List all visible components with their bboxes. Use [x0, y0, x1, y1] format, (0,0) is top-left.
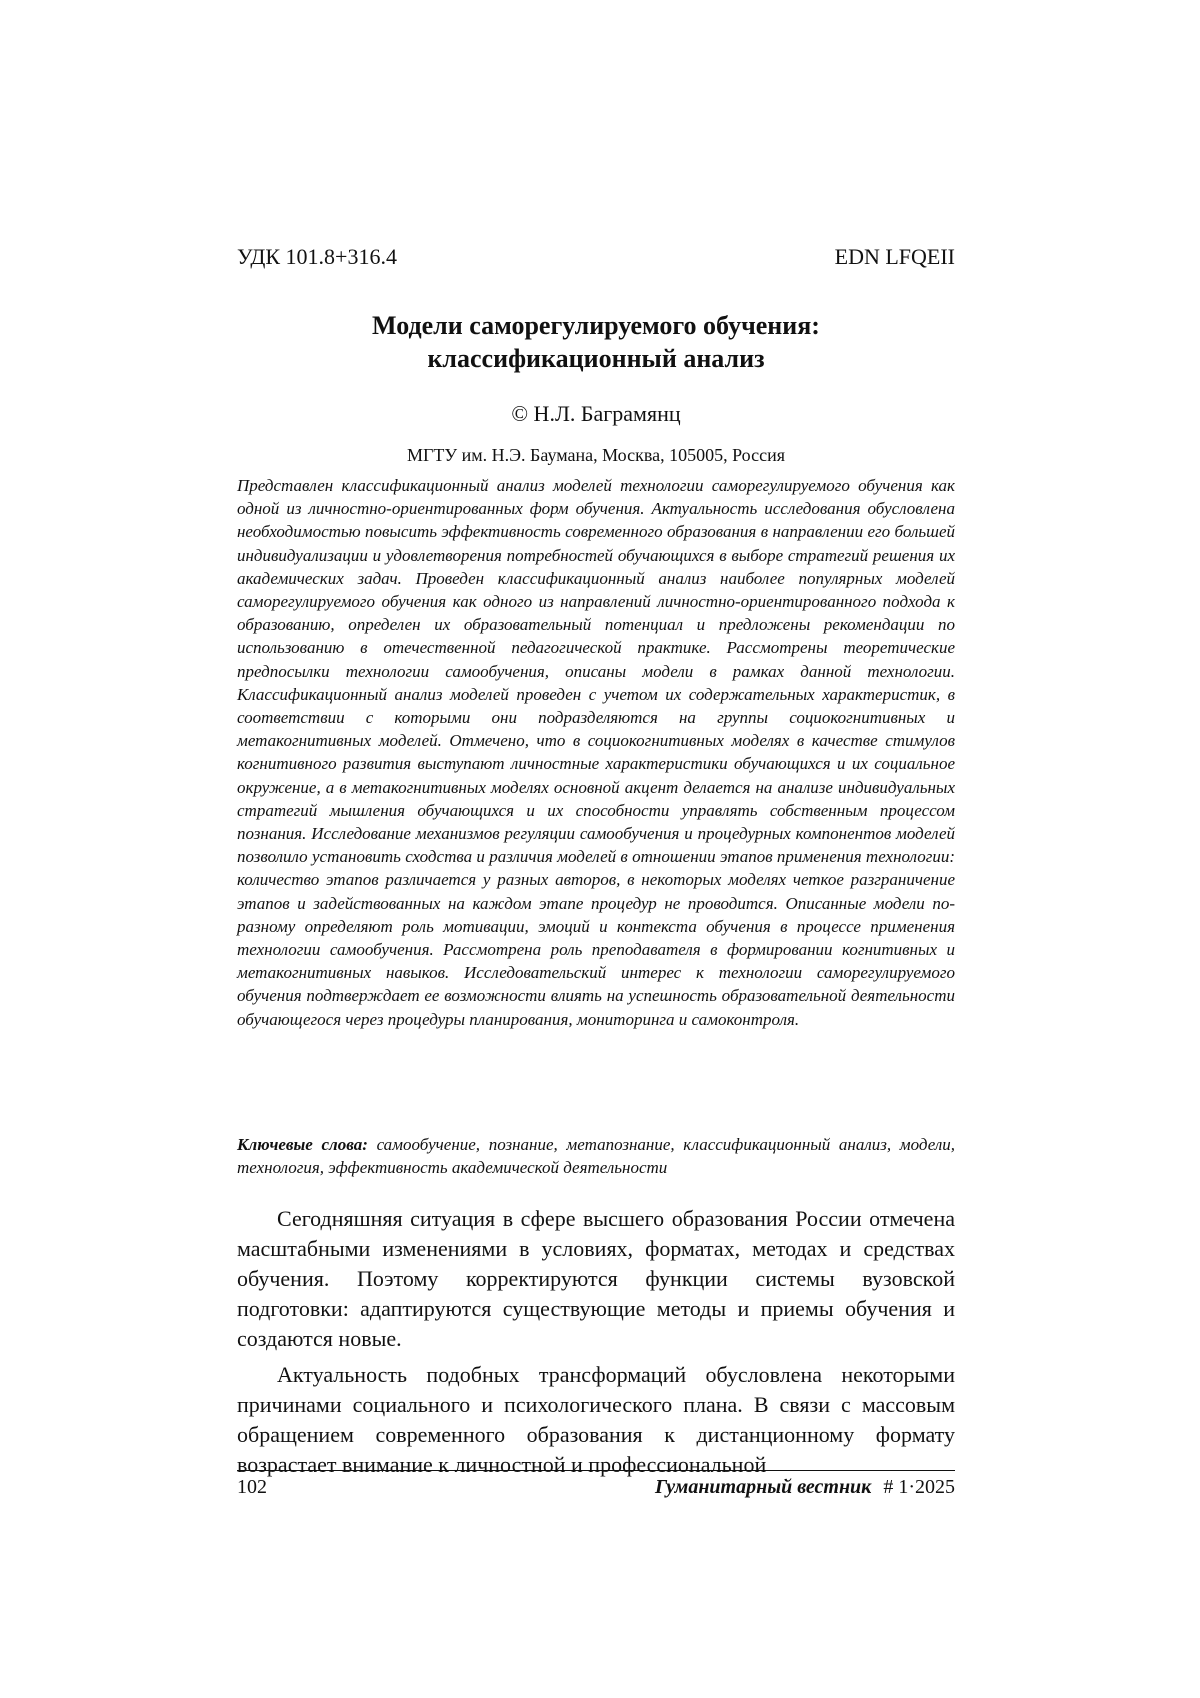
issue-number: # 1·2025 — [883, 1476, 955, 1498]
keywords — [237, 1133, 955, 1179]
body-paragraph-1: Сегодняшняя ситуация в сфере высшего образования России отмечена масштабными изменениями в условиях, форматах, методах и средствах обучения. Поэтому корректируются функции системы вузовской подготовки: адаптируются существующие методы и приемы обучения и создаются новые. — [237, 1206, 955, 1351]
title-line-1: Модели саморегулируемого обучения: — [372, 311, 820, 340]
keywords-text: самообучение, познание, метапознание, классификационный анализ, модели, технология, эффективность академической деятельности — [237, 1135, 955, 1177]
footer-divider — [237, 1470, 955, 1471]
edn-code: EDN LFQEII — [834, 244, 955, 269]
keywords-label: Ключевые слова: — [237, 1135, 368, 1154]
article-meta — [237, 244, 955, 278]
page-footer — [237, 1476, 955, 1506]
body-paragraph-2: Актуальность подобных трансформаций обусловлена некоторыми причинами социального и психологического плана. В связи с массовым обращением современного образования к дистанционному формату возрастает внимание к личностной и профессиональной — [237, 1362, 955, 1477]
page-number: 102 — [237, 1476, 267, 1498]
journal-name: Гуманитарный вестник — [655, 1476, 872, 1498]
journal-info — [655, 1476, 955, 1499]
article-title — [237, 309, 955, 375]
body-text — [237, 1204, 955, 1486]
affiliation: МГТУ им. Н.Э. Баумана, Москва, 105005, Россия — [407, 445, 785, 465]
author: © Н.Л. Баграмянц — [511, 401, 681, 426]
abstract: Представлен классификационный анализ моделей технологии саморегулируемого обучения как одной из личностно-ориентированных форм обучения. Актуальность исследования обусловлена необходимостью повысить эффективность современного образования в направлении его большей индивидуализации и удовлетворения потребностей обучающихся в выборе стратегий решения их академических задач. Проведен классификационный анализ наиболее популярных моделей саморегулируемого обучения как одного из направлений личностно-ориентированного подхода к образованию, определен их образовательный потенциал и предложены рекомендации по использованию в отечественной педагогической практике. Рассмотрены теоретические предпосылки технологии самообучения, описаны модели в рамках данной технологии. Классификационный анализ моделей проведен с учетом их содержательных характеристик, в соответствии с которыми они подразделяются на группы социокогнитивных и метакогнитивных моделей. Отмечено, что в социокогнитивных моделях в качестве стимулов когнитивного развития выступают личностные характеристики обучающихся и их социальное окружение, а в метакогнитивных моделях основной акцент делается на анализе индивидуальных стратегий мышления обучающихся и их способности управлять собственным процессом познания. Исследование механизмов регуляции самообучения и процедурных компонентов моделей позволило установить сходства и различия моделей в отношении этапов применения технологии: количество этапов различается у разных авторов, в некоторых моделях четкое разграничение этапов и задействованных на каждом этапе процедур не проводится. Описанные модели по-разному определяют роль мотивации, эмоций и контекста обучения в процессе применения технологии самообучения. Рассмотрена роль преподавателя в формировании когнитивных и метакогнитивных навыков. Исследовательский интерес к технологии саморегулируемого обучения подтверждает ее возможности влиять на успешность образовательной деятельности обучающегося через процедуры планирования, мониторинга и самоконтроля. — [237, 476, 955, 1029]
udk-code: УДК 101.8+316.4 — [237, 244, 397, 269]
title-line-2: классификационный анализ — [427, 344, 765, 373]
